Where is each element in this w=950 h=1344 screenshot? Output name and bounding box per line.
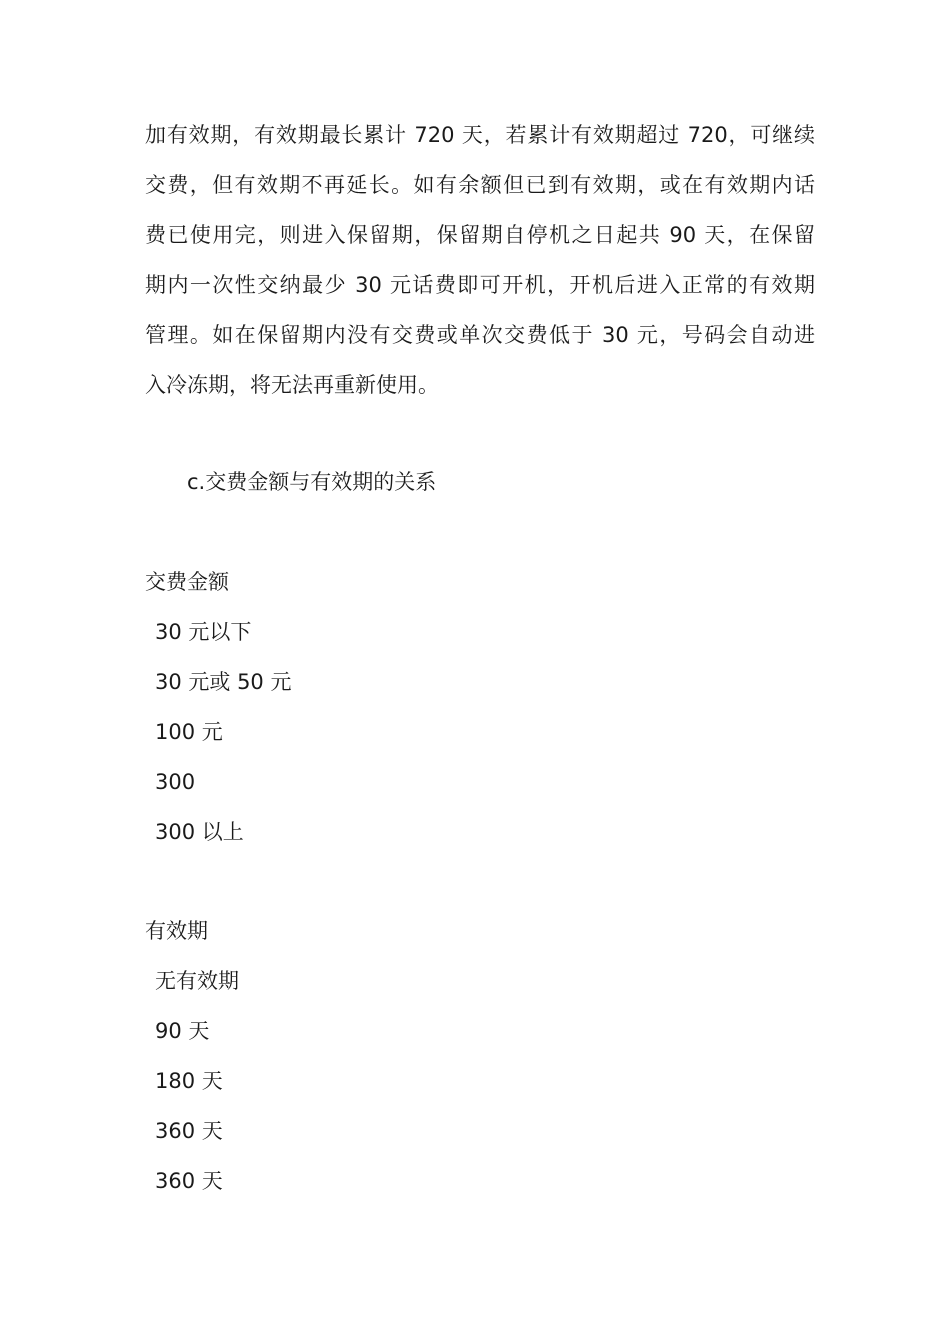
list-item: 30 元或 50 元 — [155, 670, 292, 694]
list-item: 90 天 — [155, 1019, 210, 1043]
paragraph-line: 交费，但有效期不再延长。如有余额但已到有效期，或在有效期内话 — [145, 173, 815, 197]
payment-amount-list — [155, 612, 291, 862]
body-paragraph — [145, 110, 815, 410]
paragraph-line: 费已使用完，则进入保留期，保留期自停机之日起共 90 天，在保留 — [145, 223, 815, 247]
payment-amount-label: 交费金额 — [145, 570, 229, 594]
paragraph-line: 加有效期，有效期最长累计 720 天，若累计有效期超过 720，可继续 — [145, 123, 815, 147]
paragraph-line: 入冷冻期，将无法再重新使用。 — [145, 373, 439, 397]
validity-list — [155, 961, 239, 1211]
list-item: 180 天 — [155, 1069, 223, 1093]
paragraph-line: 期内一次性交纳最少 30 元话费即可开机，开机后进入正常的有效期 — [145, 273, 815, 297]
list-item: 300 以上 — [155, 820, 244, 844]
validity-label: 有效期 — [145, 919, 208, 943]
paragraph-line: 管理。如在保留期内没有交费或单次交费低于 30 元，号码会自动进 — [145, 323, 815, 347]
list-item: 100 元 — [155, 720, 223, 744]
list-item: 360 天 — [155, 1119, 223, 1143]
list-item: 300 — [155, 770, 196, 794]
section-heading: c.交费金额与有效期的关系 — [187, 470, 437, 494]
list-item: 360 天 — [155, 1169, 223, 1193]
list-item: 30 元以下 — [155, 620, 252, 644]
list-item: 无有效期 — [155, 969, 239, 993]
